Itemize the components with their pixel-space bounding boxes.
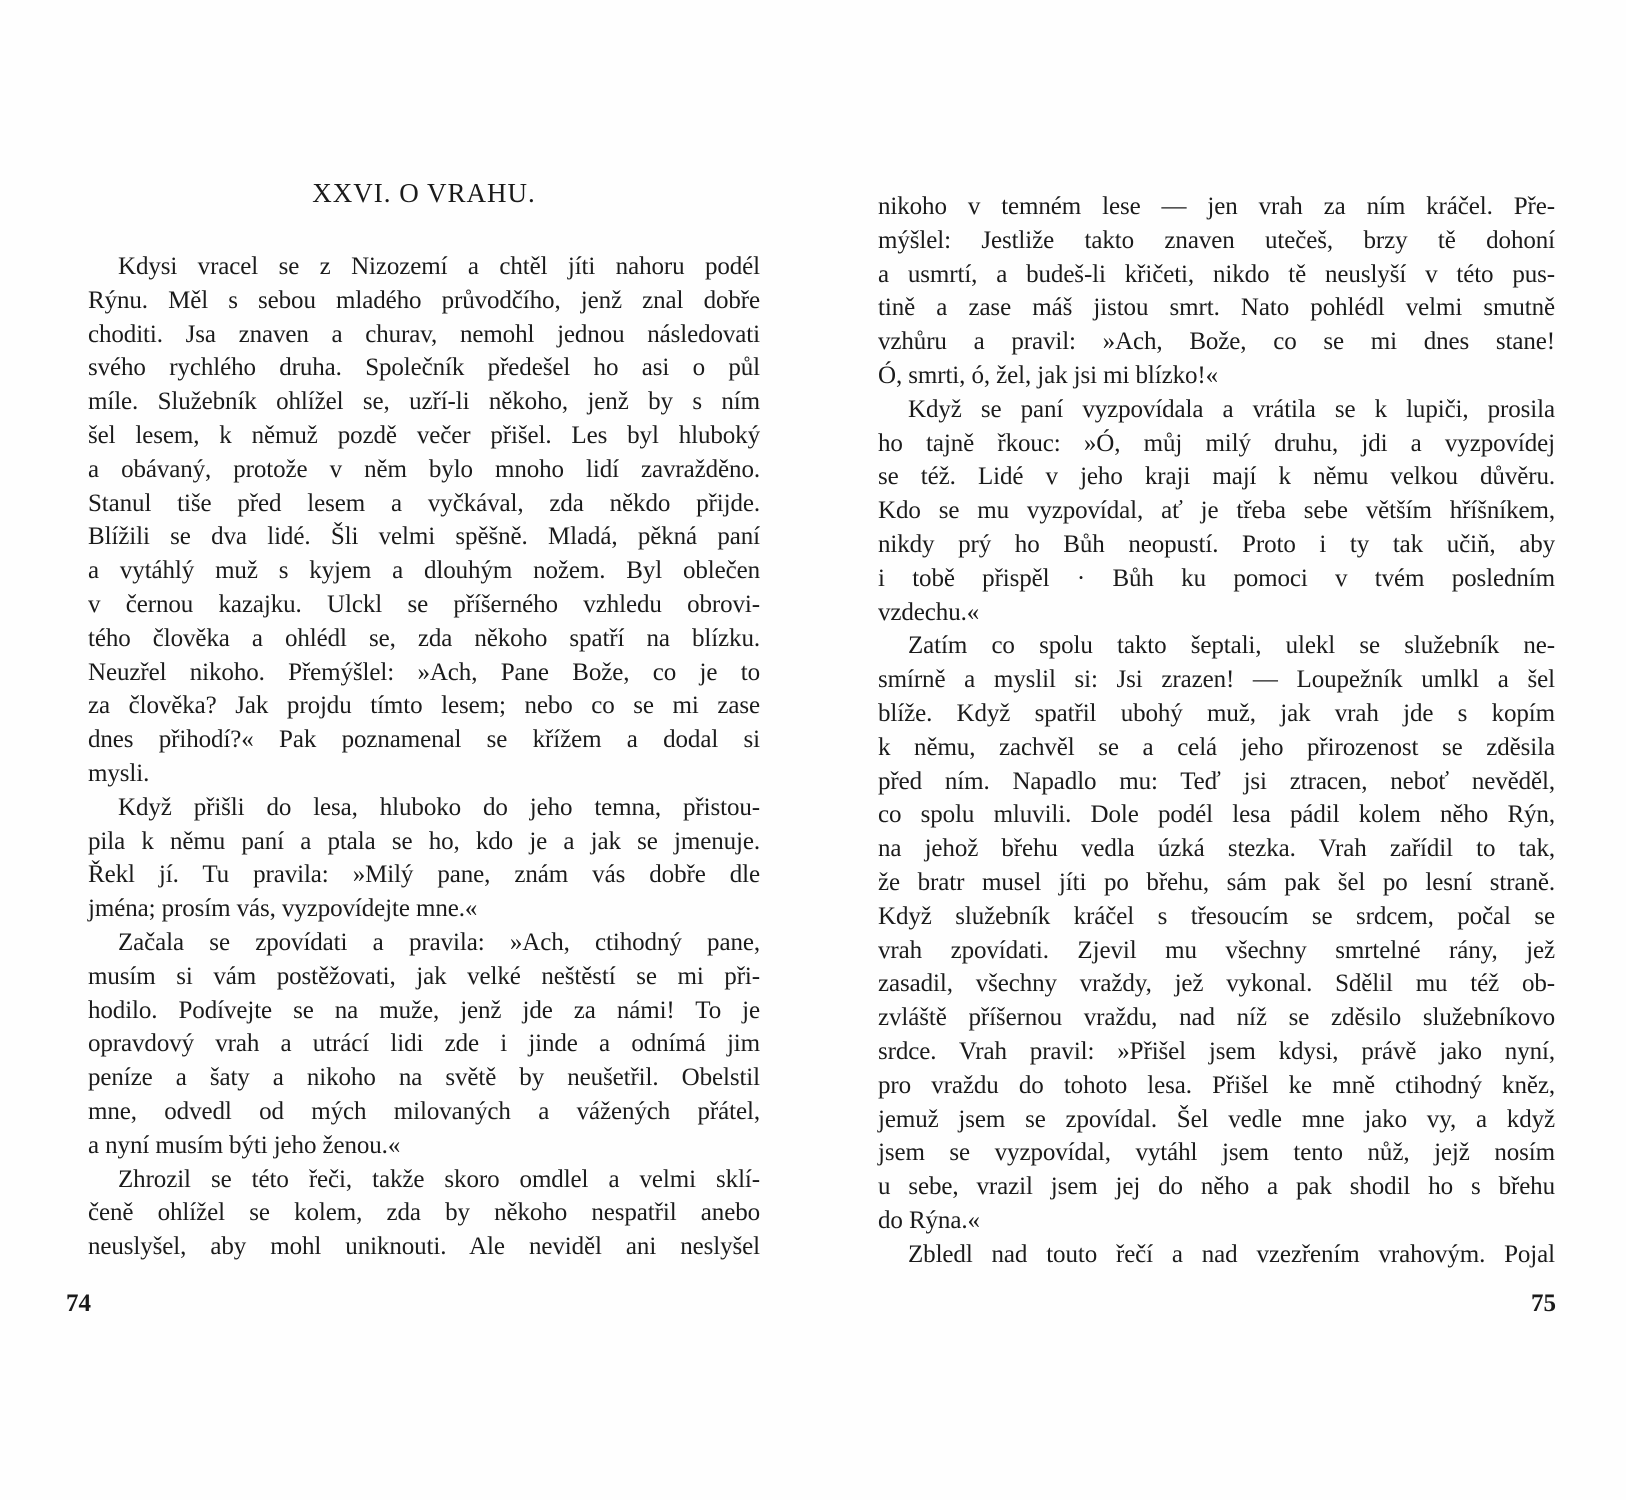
text-line: srdce. Vrah pravil: »Přišel jsem kdysi, právě jako nyní,	[878, 1037, 1555, 1065]
text-line: tého člověka a ohlédl se, zda někoho spatří na blízku.	[88, 624, 760, 652]
text-line: v černou kazajku. Ulckl se příšerného vzhledu obrovi-	[88, 590, 760, 618]
right-page-text-column	[878, 190, 1555, 1272]
text-line: Když se paní vyzpovídala a vrátila se k lupiči, prosila	[908, 395, 1555, 423]
text-line: Blížili se dva lidé. Šli velmi spěšně. Mladá, pěkná paní	[88, 523, 760, 551]
text-line: do Rýna.«	[878, 1206, 980, 1234]
text-line: za člověka? Jak projdu tímto lesem; nebo co se mi zase	[88, 692, 760, 720]
text-line: Řekl jí. Tu pravila: »Milý pane, znám vás dobře dle	[88, 861, 760, 889]
text-line: pila k němu paní a ptala se ho, kdo je a jak se jmenuje.	[88, 827, 760, 855]
text-line: Kdysi vracel se z Nizozemí a chtěl jíti nahoru podél	[118, 253, 760, 280]
text-line: jména; prosím vás, vyzpovídejte mne.«	[88, 895, 478, 923]
text-line: šel lesem, k němuž pozdě večer přišel. Les byl hluboký	[88, 421, 760, 449]
text-line: Zatím co spolu takto šeptali, ulekl se služebník ne-	[908, 632, 1555, 660]
text-line: opravdový vrah a utrácí lidi zde i jinde a odnímá jim	[88, 1030, 760, 1058]
text-line: nikdy prý ho Bůh neopustí. Proto i ty tak učiň, aby	[878, 530, 1555, 558]
text-line: vzdechu.«	[878, 598, 980, 626]
text-line: vzhůru a pravil: »Ach, Bože, co se mi dnes stane!	[878, 328, 1555, 356]
text-line: že bratr musel jíti po břehu, sám pak šel po lesní straně.	[878, 868, 1555, 896]
text-line: čeně ohlížel se kolem, zda by někoho nespatřil anebo	[88, 1199, 760, 1227]
text-line: a nyní musím býti jeho ženou.«	[88, 1131, 401, 1159]
text-line: neuslyšel, aby mohl uniknouti. Ale neviděl ani neslyšel	[88, 1233, 760, 1261]
text-line: svého rychlého druha. Společník předešel ho asi o půl	[88, 354, 760, 382]
text-line: Neuzřel nikoho. Přemýšlel: »Ach, Pane Bože, co je to	[88, 658, 760, 686]
text-line: Když služebník kráčel s třesoucím se srdcem, počal se	[878, 902, 1555, 930]
text-line: choditi. Jsa znaven a churav, nemohl jednou následovati	[88, 320, 760, 348]
text-line: Ó, smrti, ó, žel, jak jsi mi blízko!«	[878, 361, 1219, 389]
text-line: smírně a myslil si: Jsi zrazen! — Loupežník umlkl a šel	[878, 666, 1555, 694]
text-line: ho tajně řkouc: »Ó, můj milý druhu, jdi a vyzpovídej	[878, 429, 1555, 457]
text-line: Když přišli do lesa, hluboko do jeho temna, přistou-	[118, 793, 760, 821]
chapter-heading: XXVI. O VRAHU.	[312, 178, 536, 208]
text-line: míle. Služebník ohlížel se, uzří-li někoho, jenž by s ním	[88, 388, 760, 416]
page-number-right: 75	[1531, 1290, 1556, 1317]
text-line: musím si vám postěžovati, jak velké neštěstí se mi při-	[88, 962, 760, 990]
text-line: vrah zpovídati. Zjevil mu všechny smrtelné rány, jež	[878, 936, 1555, 964]
text-line: Stanul tiše před lesem a vyčkával, zda někdo přijde.	[88, 489, 760, 517]
text-line: mysli.	[88, 759, 150, 787]
page-number-left: 74	[66, 1290, 91, 1317]
text-line: blíže. Když spatřil ubohý muž, jak vrah jde s kopím	[878, 699, 1555, 727]
text-line: hodilo. Podívejte se na muže, jenž jde za námi! To je	[88, 996, 760, 1024]
text-line: i tobě přispěl · Bůh ku pomoci v tvém posledním	[878, 564, 1555, 592]
text-line: na jehož břehu vedla úzká stezka. Vrah zařídil to tak,	[878, 835, 1555, 863]
text-line: mne, odvedl od mých milovaných a vážených přátel,	[88, 1097, 760, 1125]
text-line: a usmrtí, a budeš-li křičeti, nikdo tě neuslyší v této pus-	[878, 260, 1555, 288]
text-line: pro vraždu do tohoto lesa. Přišel ke mně ctihodný kněz,	[878, 1071, 1555, 1099]
text-line: co spolu mluvili. Dole podél lesa pádil kolem něho Rýn,	[878, 801, 1555, 829]
text-line: a obávaný, protože v něm bylo mnoho lidí zavražděno.	[88, 455, 760, 483]
text-line: Rýnu. Měl s sebou mladého průvodčího, jenž znal dobře	[88, 286, 760, 314]
text-line: před ním. Napadlo mu: Teď jsi ztracen, neboť nevěděl,	[878, 767, 1555, 795]
text-line: Zbledl nad touto řečí a nad vzezřením vrahovým. Pojal	[908, 1240, 1555, 1268]
text-line: zasadil, všechny vraždy, jež vykonal. Sdělil mu též ob-	[878, 970, 1555, 998]
text-line: tině a zase máš jistou smrt. Nato pohlédl velmi smutně	[878, 294, 1555, 322]
text-line: zvláště příšernou vraždu, nad níž se zděsilo služebníkovo	[878, 1004, 1555, 1032]
text-line: peníze a šaty a nikoho na světě by neušetřil. Obelstil	[88, 1064, 760, 1092]
text-line: nikoho v temném lese — jen vrah za ním kráčel. Pře-	[878, 193, 1555, 220]
left-page-text-column	[88, 250, 760, 1264]
text-line: a vytáhlý muž s kyjem a dlouhým nožem. Byl oblečen	[88, 557, 760, 585]
text-line: k němu, zachvěl se a celá jeho přirozenost se zděsila	[878, 733, 1555, 761]
text-line: Zhrozil se této řeči, takže skoro omdlel a velmi sklí-	[118, 1165, 760, 1193]
text-line: dnes přihodí?« Pak poznamenal se křížem a dodal si	[88, 726, 760, 754]
text-line: u sebe, vrazil jsem jej do něho a pak shodil ho s břehu	[878, 1173, 1555, 1201]
text-line: jemuž jsem se zpovídal. Šel vedle mne jako vy, a když	[878, 1105, 1555, 1133]
text-line: jsem se vyzpovídal, vytáhl jsem tento nůž, jejž nosím	[878, 1139, 1555, 1167]
text-line: mýšlel: Jestliže takto znaven utečeš, brzy tě dohoní	[878, 226, 1555, 254]
text-line: Kdo se mu vyzpovídal, ať je třeba sebe větším hříšníkem,	[878, 497, 1555, 525]
text-line: se též. Lidé v jeho kraji mají k němu velkou důvěru.	[878, 463, 1555, 491]
text-line: Začala se zpovídati a pravila: »Ach, ctihodný pane,	[118, 928, 760, 956]
